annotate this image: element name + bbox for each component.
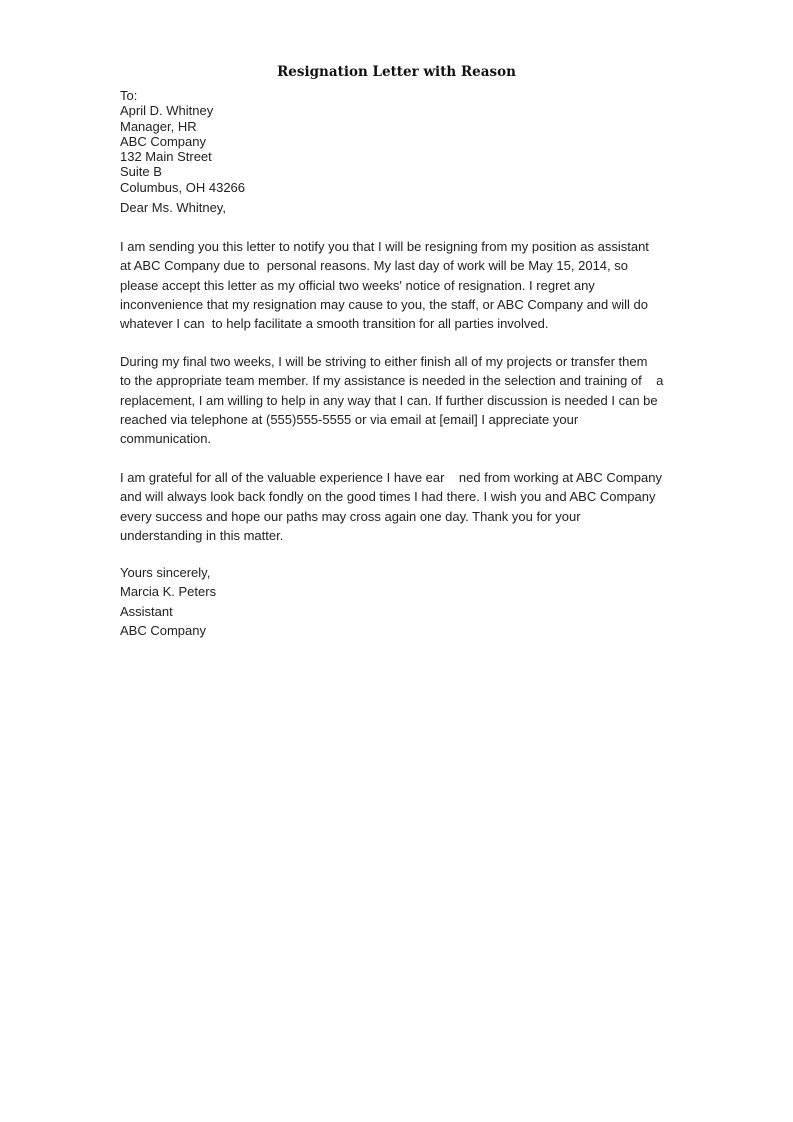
body-paragraph-1	[120, 237, 649, 333]
paragraph-line: I am grateful for all of the valuable experience I have ear ned from working at ABC Company	[120, 470, 662, 485]
paragraph-line: understanding in this matter.	[120, 527, 284, 543]
paragraph-line: and will always look back fondly on the good times I had there. I wish you and ABC Company	[120, 489, 656, 505]
address-line: Suite B	[120, 164, 162, 180]
document-title: Resignation Letter with Reason	[277, 64, 516, 80]
address-line: Manager, HR	[120, 118, 197, 134]
recipient-address-block	[120, 88, 245, 195]
address-line: ABC Company	[120, 133, 206, 149]
paragraph-line: replacement, I am willing to help in any way that I can. If further discussion is needed I can be	[120, 392, 658, 408]
body-paragraph-3	[120, 468, 662, 545]
paragraph-line: inconvenience that my resignation may cause to you, the staff, or ABC Company and will do	[120, 296, 648, 312]
paragraph-line: whatever I can to help facilitate a smooth transition for all parties involved.	[120, 316, 549, 332]
salutation: Dear Ms. Whitney,	[120, 200, 226, 215]
paragraph-line: reached via telephone at (555)555-5555 or via email at [email] I appreciate your	[120, 411, 579, 427]
paragraph-line: please accept this letter as my official two weeks' notice of resignation. I regret any	[120, 277, 595, 293]
paragraph-line: I am sending you this letter to notify you that I will be resigning from my position as assistant	[120, 239, 649, 254]
body-paragraph-2	[120, 352, 663, 448]
address-line: Columbus, OH 43266	[120, 179, 246, 195]
address-line: April D. Whitney	[120, 103, 214, 119]
paragraph-line: communication.	[120, 431, 212, 447]
paragraph-line: at ABC Company due to personal reasons. My last day of work will be May 15, 2014, so	[120, 258, 628, 274]
paragraph-line: During my final two weeks, I will be striving to either finish all of my projects or transfer them	[120, 354, 648, 369]
signer-title: Assistant	[120, 603, 173, 619]
signer-name: Marcia K. Peters	[120, 584, 217, 600]
closing-line: Yours sincerely,	[120, 565, 211, 580]
closing-block	[120, 563, 216, 640]
address-line: To:	[120, 88, 138, 103]
signer-company: ABC Company	[120, 622, 206, 638]
paragraph-line: every success and hope our paths may cross again one day. Thank you for your	[120, 508, 581, 524]
paragraph-line: to the appropriate team member. If my assistance is needed in the selection and training of a	[120, 373, 664, 389]
address-line: 132 Main Street	[120, 149, 212, 165]
